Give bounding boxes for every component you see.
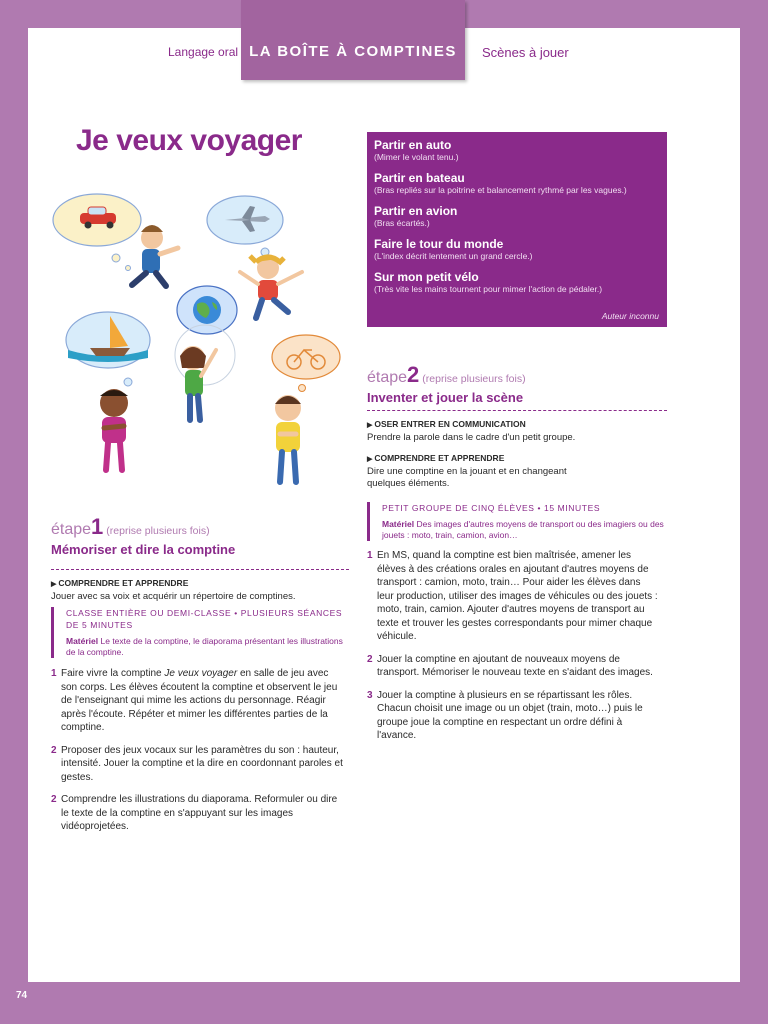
step-number: 1	[367, 550, 373, 561]
step-item	[51, 793, 343, 834]
step-text: Jouer la comptine à plusieurs en se répartissant les rôles. Chacun choisit une image ou un objet (train, moto…) puis le groupe joue la comptine en respectant un ordre défini à l'avance.	[377, 689, 643, 741]
step-text-title: Je veux voyager	[164, 668, 238, 679]
etape-number: 1	[91, 514, 104, 539]
thought-bubble-car	[53, 194, 141, 271]
etape-number: 2	[407, 362, 420, 387]
step-text: Jouer la comptine en ajoutant de nouveaux moyens de transport. Mémoriser le nouveau texte en s'aidant des images.	[377, 653, 653, 678]
skill-text: Dire une comptine en la jouant et en changeant quelques éléments.	[367, 466, 567, 489]
verse-note: (Bras repliés sur la poitrine et balancement rythmé par les vagues.)	[374, 185, 627, 195]
verse-note: (Très vite les mains tournent pour mimer l'action de pédaler.)	[374, 284, 603, 294]
etape1-info-block	[51, 607, 351, 658]
thought-bubble-bicycle	[272, 335, 340, 392]
material-label: Matériel	[66, 636, 99, 646]
material-text: Des images d'autres moyens de transport ou des imagiers ou des jouets : moto, train, camion, avion…	[382, 519, 664, 540]
etape1-skill	[51, 577, 351, 603]
step-text	[61, 667, 343, 735]
etape2-skill-communication	[367, 418, 667, 444]
header-tab	[241, 0, 465, 80]
header-section-label: Langage oral	[168, 45, 239, 59]
boy-running	[132, 225, 178, 286]
etape2-steps	[367, 549, 659, 752]
verse-note: (L'index décrit lentement un grand cercle.)	[374, 251, 533, 261]
step-text-part: Faire vivre la comptine	[61, 668, 165, 679]
poem-box	[367, 132, 667, 327]
girl-pointing	[175, 325, 235, 420]
material-label: Matériel	[382, 519, 415, 529]
poem-author: Auteur inconnu	[601, 311, 659, 321]
verse-line: Partir en auto	[374, 138, 452, 152]
etape2-heading	[367, 362, 667, 405]
step-text-part: en salle de jeu avec son corps. Les élèves écoutent la comptine et observent le jeu de l'enseignant qui mime les actions du personnage. Réagir après l'écoute. Répéter et mimer les différentes parties de la comptine.	[61, 668, 338, 733]
illustration-children-travel	[50, 190, 350, 495]
step-item	[367, 689, 659, 743]
step-number: 2	[367, 653, 373, 665]
poem-verse	[374, 204, 660, 229]
page-number: 74	[16, 990, 28, 1001]
skill-heading: ▶ COMPRENDRE ET APPRENDRE	[51, 577, 351, 591]
page-title: Je veux voyager	[76, 124, 302, 157]
verse-line: Faire le tour du monde	[374, 237, 504, 251]
organisation-label: PETIT GROUPE DE CINQ ÉLÈVES • 15 MINUTES	[382, 503, 601, 513]
step-text: En MS, quand la comptine est bien maîtrisée, amener les élèves à des créations orales en ajoutant d'autres moyens de transport : camion, moto, train… Pour aider les élèves dans leur production, utiliser des images de véhicules ou des jouets : moto, train, camion. Ajouter d'autres moyens de transport au texte et trouver les gestes correspondants pour mimer chaque véhicule.	[377, 550, 658, 642]
header-subsection-label: Scènes à jouer	[482, 45, 569, 60]
skill-heading: ▶ OSER ENTRER EN COMMUNICATION	[367, 418, 667, 432]
step-text: Proposer des jeux vocaux sur les paramètres du son : hauteur, intensité. Jouer la comptine et la dire en coordonnant paroles et gestes.	[61, 744, 343, 783]
verse-line: Partir en bateau	[374, 171, 465, 185]
etape2-info-block	[367, 502, 667, 541]
etape-subtitle: (reprise plusieurs fois)	[106, 525, 210, 537]
material-note	[66, 636, 351, 658]
etape-word: étape	[367, 369, 408, 386]
step-number: 1	[51, 668, 57, 679]
step-item	[367, 549, 659, 644]
step-number: 3	[367, 689, 373, 701]
girl-jumping	[240, 256, 302, 318]
thought-bubble-plane	[207, 196, 283, 256]
verse-note: (Mimer le volant tenu.)	[374, 152, 459, 162]
girl-arms-crossed	[100, 389, 128, 470]
poem-verse	[374, 270, 660, 295]
boy-standing	[275, 395, 301, 482]
etape-title: Inventer et jouer la scène	[367, 390, 524, 405]
etape1-heading	[51, 514, 351, 557]
step-text: Comprendre les illustrations du diaporama. Reformuler ou dire le texte de la comptine en s'appuyant sur les images vidéoprojetées.	[61, 794, 338, 832]
step-number: 2	[51, 744, 57, 756]
skill-text: Prendre la parole dans le cadre d'un petit groupe.	[367, 432, 576, 443]
verse-line: Partir en avion	[374, 204, 458, 218]
thought-bubble-globe	[177, 286, 237, 334]
material-text: Le texte de la comptine, le diaporama présentant les illustrations de la comptine.	[66, 636, 343, 657]
etape-word: étape	[51, 521, 92, 538]
etape-subtitle: (reprise plusieurs fois)	[422, 373, 526, 385]
thought-bubble-boat	[66, 312, 150, 386]
material-note	[382, 519, 667, 541]
etape2-divider	[367, 410, 667, 411]
skill-text: Jouer avec sa voix et acquérir un répertoire de comptines.	[51, 591, 296, 602]
etape2-skill-learning	[367, 452, 607, 490]
step-item	[367, 653, 659, 680]
etape-title: Mémoriser et dire la comptine	[51, 542, 236, 557]
poem-verse	[374, 237, 660, 262]
step-item	[51, 744, 343, 785]
verse-line: Sur mon petit vélo	[374, 270, 479, 284]
etape1-divider	[51, 569, 349, 570]
step-item	[51, 667, 343, 735]
skill-heading: ▶ COMPRENDRE ET APPRENDRE	[367, 452, 607, 466]
etape1-steps	[51, 667, 343, 843]
organisation-label: CLASSE ENTIÈRE OU DEMI-CLASSE • PLUSIEURS SÉANCES DE 5 MINUTES	[66, 608, 343, 630]
header-tab-label: LA BOÎTE À COMPTINES	[249, 43, 457, 60]
poem-verse	[374, 171, 660, 196]
poem-verse	[374, 138, 660, 163]
verse-note: (Bras écartés.)	[374, 218, 430, 228]
step-number: 2	[51, 794, 57, 805]
